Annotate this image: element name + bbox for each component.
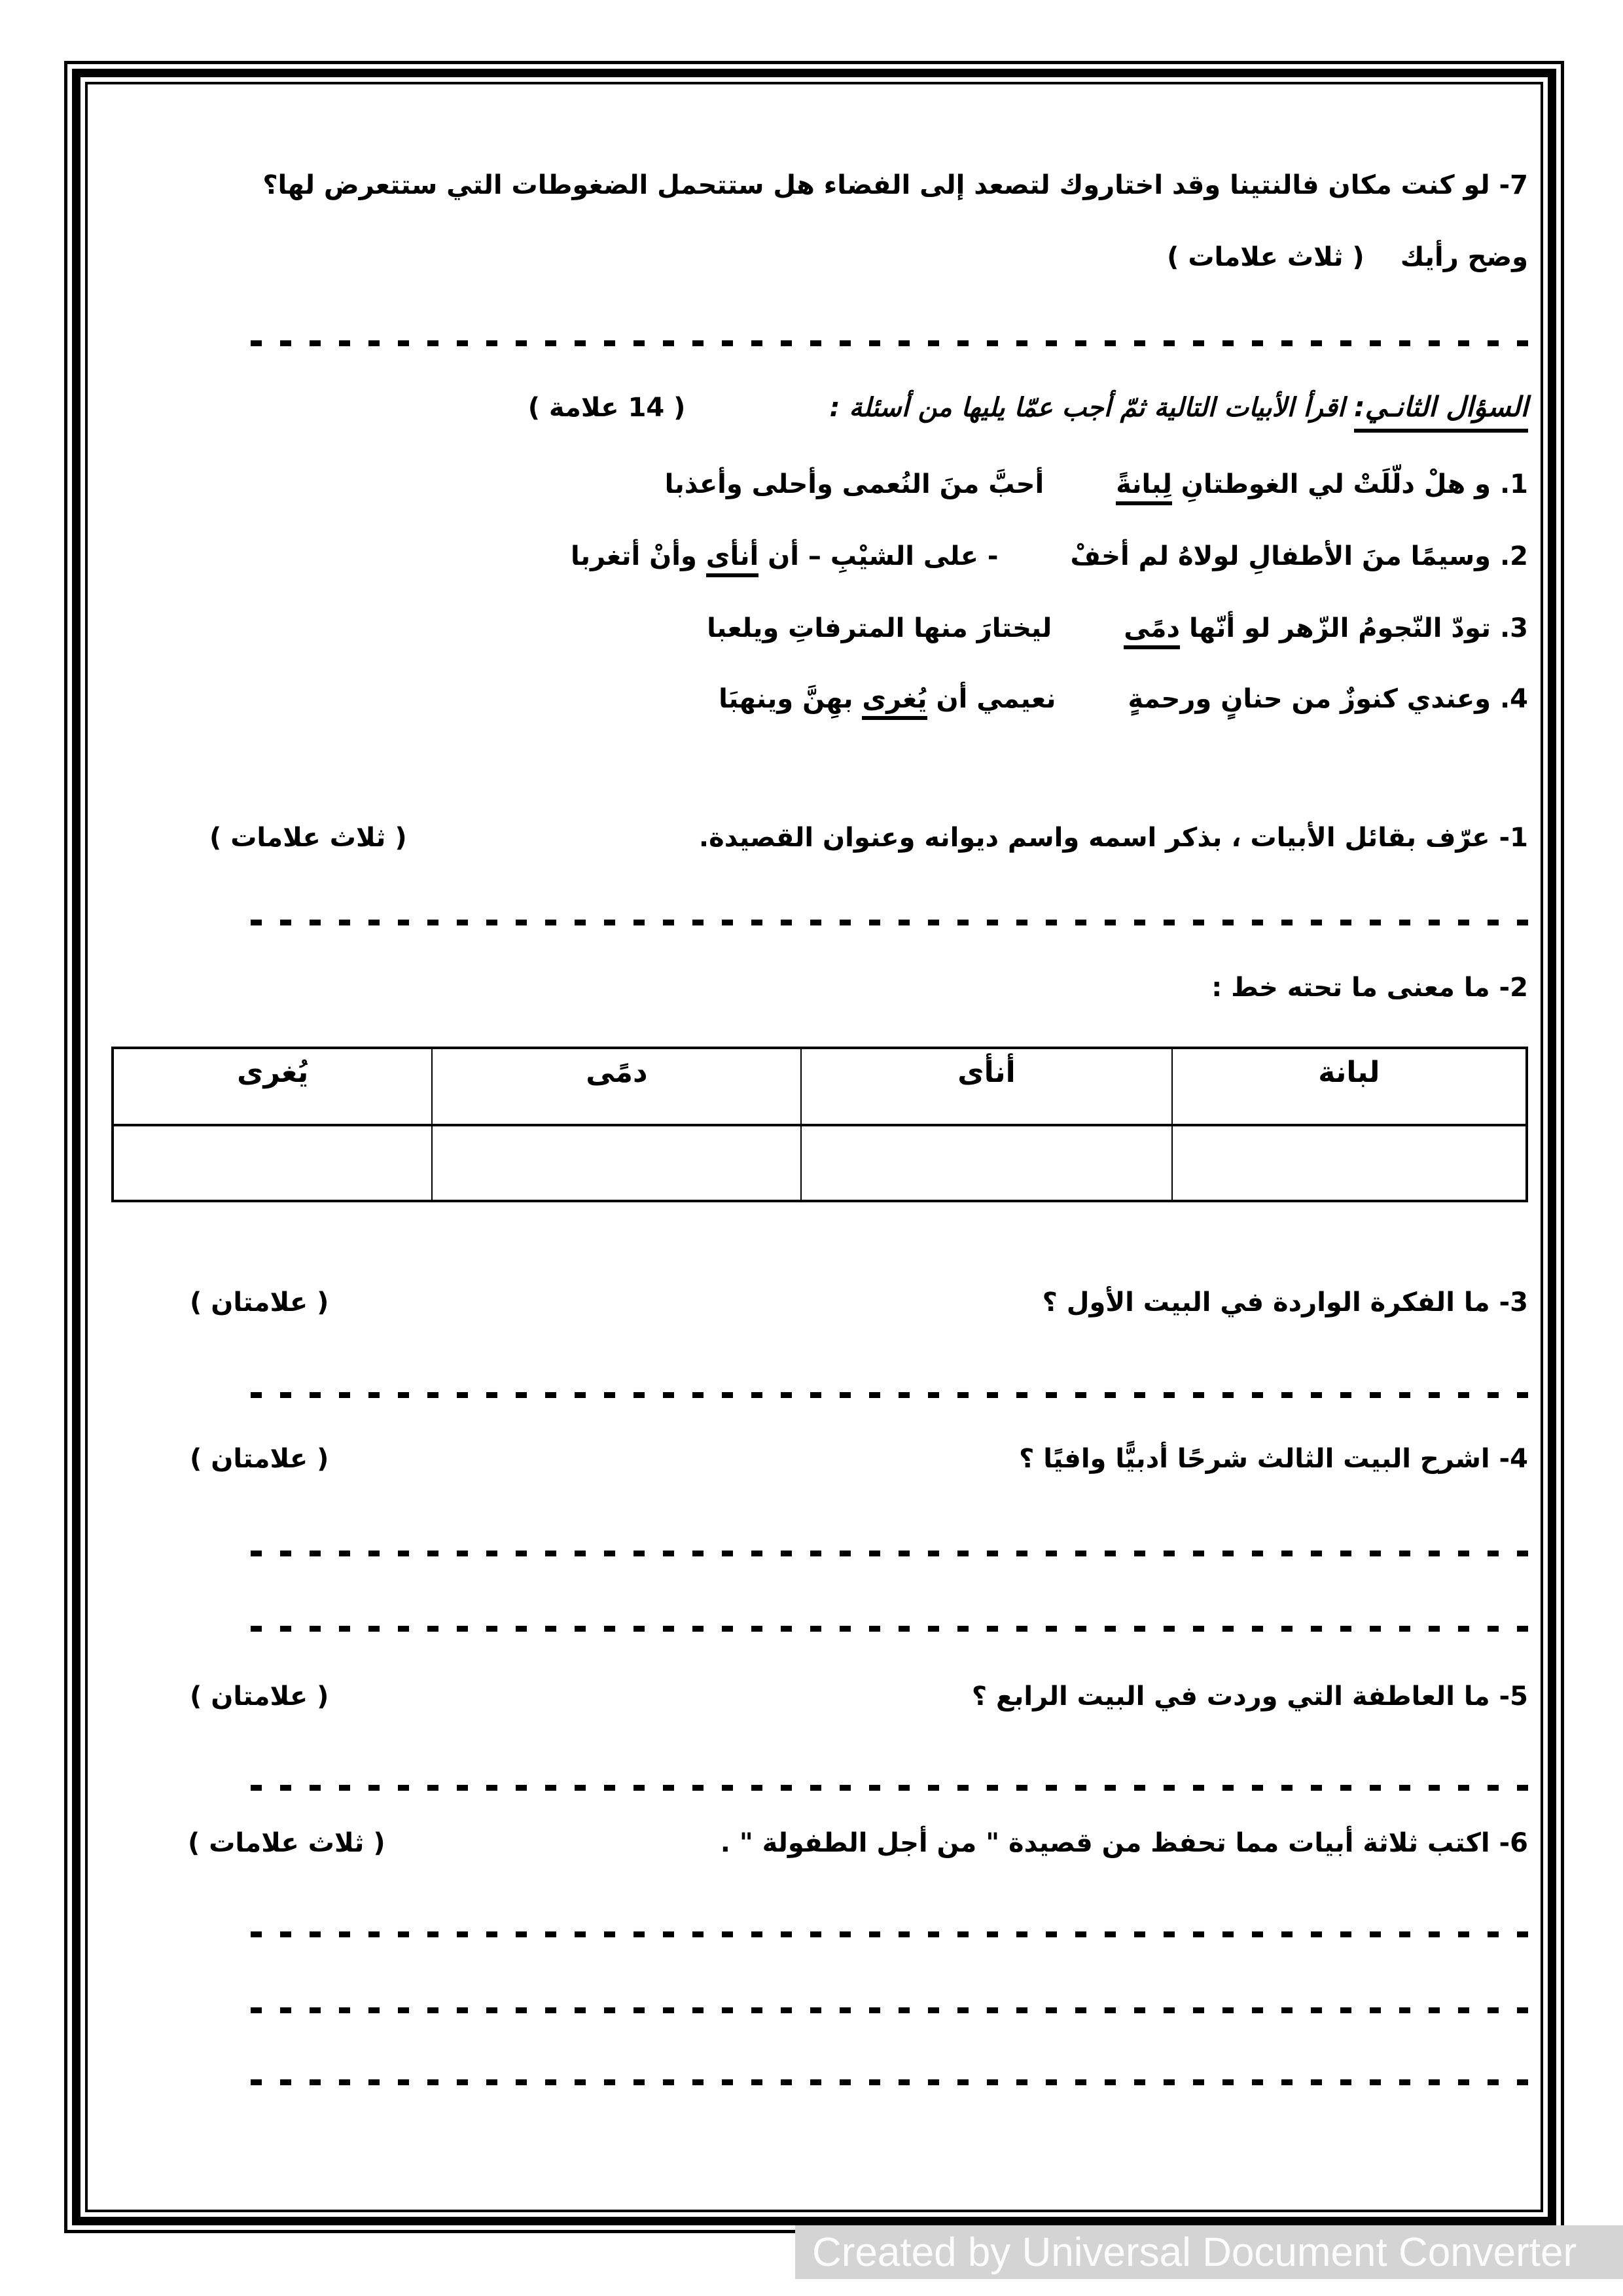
question-6-row	[111, 1825, 1528, 1861]
answer-line	[232, 1931, 1528, 1937]
verse-3-second-hemistich: ليختارَ منها المترفاتِ ويلعبا	[707, 613, 1052, 643]
section-2-title: السؤال الثانـي:	[1354, 389, 1528, 433]
question-1-text: 1- عرّف بقائل الأبيات ، بذكر اسمه واسم ديوانه وعنوان القصيدة.	[698, 823, 1528, 853]
verse-2	[111, 538, 1528, 575]
underlined-word: دمًى	[1124, 613, 1180, 649]
verse-4	[111, 681, 1528, 717]
verse-2-first-hemistich: 2. وسيمًا منَ الأطفالِ لولاهُ لم أخفْ	[1070, 541, 1528, 571]
answer-line	[232, 340, 1528, 346]
verse-1-first-hemistich: 1. و هلْ دلّلَتْ لي الغوطتانِ لِبانةً	[1116, 466, 1528, 503]
answer-line	[232, 1785, 1528, 1791]
question-6-text: 6- اكتب ثلاثة أبيات مما تحفظ من قصيدة " من أجل الطفولة " .	[720, 1828, 1528, 1858]
answer-line	[232, 1626, 1528, 1632]
verse-2-second-hemistich: - على الشيْبِ – أن أنأى وأنْ أتغربا	[571, 538, 999, 575]
watermark-text: Created by Universal Document Converter	[812, 2229, 1577, 2275]
verse-1	[111, 466, 1528, 503]
vocab-header-cell: دمًى	[432, 1048, 801, 1125]
verse-3-first-hemistich: 3. تودّ النّجومُ الزّهر لو أنّها دمًى	[1124, 610, 1528, 647]
question-5-marks: ( علامتان )	[190, 1681, 329, 1712]
vocabulary-table-answer-row	[113, 1125, 1527, 1201]
question-1-marks: ( ثلاث علامات )	[209, 823, 407, 853]
watermark-bar	[795, 2225, 1623, 2279]
page-content	[111, 0, 1528, 2085]
section-2-marks: ( 14 علامة )	[527, 393, 686, 423]
section-2-instruction: اقرأ الأبيات التالية ثمّ أجب عمّا يليها من أسئلة :	[829, 393, 1345, 423]
answer-line	[232, 2007, 1528, 2013]
answer-line	[232, 920, 1528, 925]
verse-4-first-hemistich: 4. وعندي كنوزٌ من حنانٍ ورحمةٍ	[1128, 684, 1528, 714]
vocab-answer-cell	[432, 1125, 801, 1201]
question-2-text: 2- ما معنى ما تحته خط :	[1211, 973, 1528, 1003]
question-3-row	[111, 1284, 1528, 1321]
question-3-marks: ( علامتان )	[190, 1287, 329, 1318]
section-2-heading	[111, 389, 1528, 433]
vocab-answer-cell	[801, 1125, 1171, 1201]
question-5-row	[111, 1678, 1528, 1715]
question-7-instruction-row	[111, 239, 1528, 276]
question-1-row	[111, 819, 1528, 856]
vocab-answer-cell	[113, 1125, 432, 1201]
question-4-marks: ( علامتان )	[190, 1444, 329, 1474]
verse-4-second-hemistich: نعيمي أن يُغرى بهِنَّ وينهبَا	[719, 681, 1056, 717]
question-6-marks: ( ثلاث علامات )	[188, 1828, 385, 1858]
answer-line	[232, 1551, 1528, 1556]
vocab-header-cell: أنأى	[801, 1048, 1171, 1125]
underlined-word: يُغرى	[862, 684, 927, 720]
vocab-answer-cell	[1172, 1125, 1527, 1201]
question-3-text: 3- ما الفكرة الواردة في البيت الأول ؟	[1042, 1287, 1528, 1318]
verse-1-second-hemistich: أحبَّ منَ النُعمى وأحلى وأعذبا	[664, 469, 1044, 499]
vocabulary-table	[111, 1047, 1528, 1202]
underlined-word: لِبانةً	[1116, 469, 1172, 505]
vocab-header-cell: لبانة	[1172, 1048, 1527, 1125]
answer-line	[232, 1392, 1528, 1398]
question-5-text: 5- ما العاطفة التي وردت في البيت الرابع ؟	[971, 1681, 1528, 1712]
question-4-row	[111, 1441, 1528, 1477]
answer-line	[232, 2079, 1528, 2085]
question-4-text: 4- اشرح البيت الثالث شرحًا أدبيًّا وافيًا ؟	[1019, 1444, 1528, 1474]
question-7-marks: ( ثلاث علامات )	[1167, 242, 1364, 272]
question-7-instruction: وضح رأيك	[1400, 242, 1528, 272]
question-7-text: 7- لو كنت مكان فالنتينا وقد اختاروك لتصعد إلى الفضاء هل ستتحمل الضغوطات التي ستتعرض لها؟	[262, 170, 1528, 200]
underlined-word: أنأى	[706, 541, 758, 577]
vocabulary-table-header-row	[113, 1048, 1527, 1125]
verse-3	[111, 610, 1528, 647]
vocab-header-cell: يُغرى	[113, 1048, 432, 1125]
